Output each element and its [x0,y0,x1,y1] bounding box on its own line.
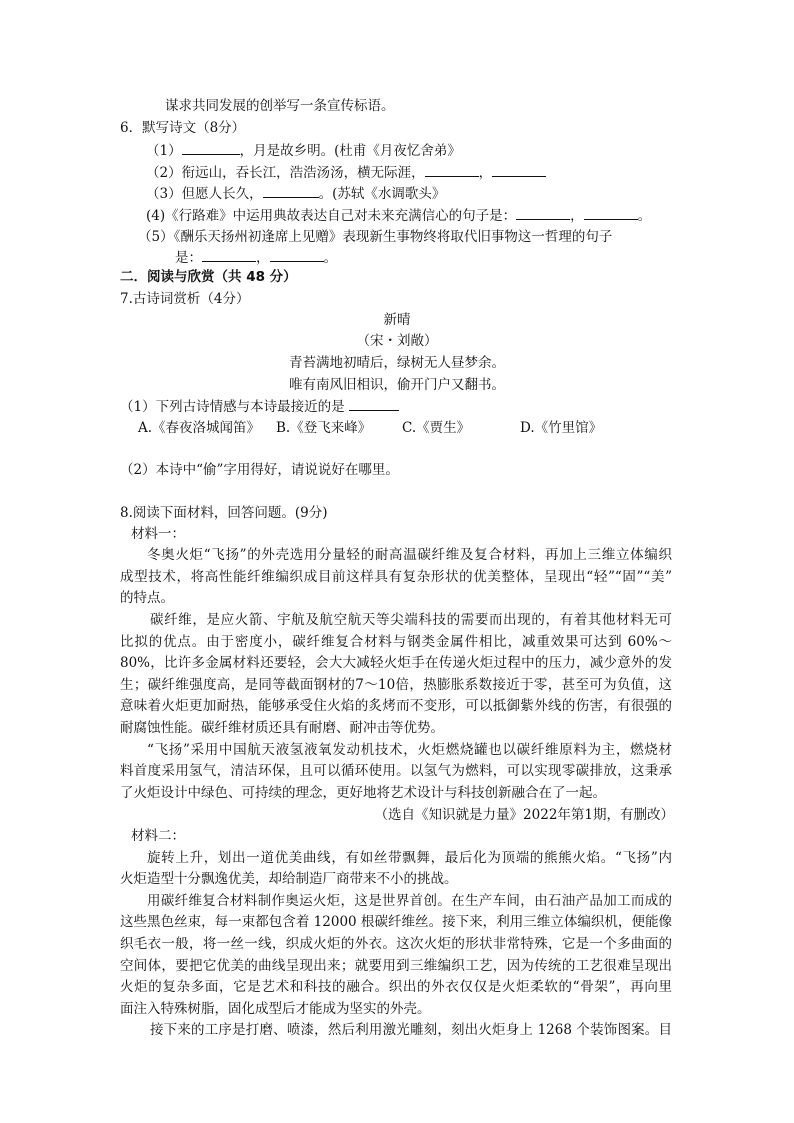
paragraph-line: 意味着火炬更加耐热，能够承受住火焰的炙烤而不变形，可以抵御紫外线的伤害，有很强的 [120,698,672,714]
paragraph-line: “飞扬”采用中国航天液氢液氧发动机技术，火炬燃烧罐也以碳纤维原料为主，燃烧材 [147,742,672,758]
q7-option-c[interactable]: C.《贾生》 [402,420,471,436]
paragraph-line: 80%，比许多金属材料还要轻，会大大减轻火炬手在传递火炬过程中的压力，减少意外的发 [120,655,672,671]
answer-blank[interactable] [492,162,546,177]
answer-blank[interactable] [349,396,399,411]
q6-item-1: （1） ，月是故乡明。(杜甫《月夜忆舍弟》 [146,140,461,161]
q6-item-4: (4)《行路难》中运用典故表达自己对未来充满信心的句子是： ， 。 [146,205,651,226]
paragraph-line: 织毛衣一般，将一丝一线，织成火炬的外衣。这次火炬的形状非常特殊，它是一个多曲面的 [120,936,672,952]
paragraph-line: 料首度采用氢气，清洁环保，且可以循环使用。以氢气为燃料，可以实现零碳排放，这秉承 [120,763,672,779]
paragraph-line: 火炬的复杂多面，它是艺术和科技的融合。织出的外衣仅仅是火炬柔软的“骨架”，再向里 [120,979,672,995]
q7-option-b[interactable]: B.《登飞来峰》 [276,420,372,436]
material-2-label: 材料二： [131,828,185,844]
answer-blank[interactable] [425,162,479,177]
q8-title: 8.阅读下面材料，回答问题。(9分) [120,505,328,521]
q6-title: 6．默写诗文（8分） [120,120,246,136]
paragraph-line: 了火炬设计中绿色、可持续的理念，更好地将艺术设计与科技创新融合在了一起。 [120,785,606,801]
q7-title: 7.古诗词赏析（4分） [120,291,250,307]
q7-option-d[interactable]: D.《竹里馆》 [520,420,603,436]
paragraph-line: 旋转上升，划出一道优美曲线，有如丝带飘舞，最后化为顶端的熊熊火焰。“飞扬”内 [147,850,672,866]
answer-blank[interactable] [584,205,638,220]
q6-item-3: （3）但愿人长久， 。(苏轼《水调歌头》 [146,183,445,204]
q6-item-5: （5）《酬乐天扬州初逢席上见赠》表现新生事物终将取代旧事物这一哲理的句子 [138,229,613,245]
paragraph-line: 成型技术，将高性能纤维编织成目前这样具有复杂形状的优美整体，呈现出“轻”“固”“美” [120,569,672,585]
material-1-label: 材料一： [131,526,185,542]
paragraph-line: 比拟的优点。由于密度小，碳纤维复合材料与钢类金属件相比，减重效果可达到 60%～ [120,634,672,650]
paragraph-line: 用碳纤维复合材料制作奥运火炬，这是世界首创。在生产车间，由石油产品加工而成的 [147,893,672,909]
paragraph-line: 耐腐蚀性能。碳纤维材质还具有耐磨、耐冲击等优势。 [120,720,444,736]
paragraph-line: 火炬造型十分飘逸优美，却给制造厂商带来不小的挑战。 [120,871,458,887]
answer-blank[interactable] [270,247,324,262]
answer-blank[interactable] [263,183,319,198]
poem-author: （宋・刘敞） [356,333,438,349]
paragraph-line: 接下来的工序是打磨、喷漆，然后利用激光雕刻，刻出火炬身上 1268 个装饰图案。目 [150,1022,672,1038]
answer-blank[interactable] [182,140,240,155]
poem-line: 唯有南风旧相识，偷开门户又翻书。 [289,377,505,393]
paragraph-line: 面注入特殊树脂，固化成型后才能成为坚实的外壳。 [120,1001,431,1017]
paragraph-line: 冬奥火炬“飞扬”的外壳选用分量轻的耐高温碳纤维及复合材料，再加上三维立体编织 [147,547,672,563]
q6-item-5-answer: 是： ， 。 [175,247,337,268]
answer-blank[interactable] [202,247,256,262]
paragraph-line: 这些黑色丝束，每一束都包含着 12000 根碳纤维丝。接下来，利用三维立体编织机，便能像 [120,914,672,930]
q6-item-2: （2）衔远山，吞长江，浩浩汤汤，横无际涯， ， [146,162,546,183]
q7-sub1: （1）下列古诗情感与本诗最接近的是 [120,396,399,417]
q5-tail-line: 谋求共同发展的创举写一条宣传标语。 [165,98,395,114]
poem-line: 青苔满地初晴后，绿树无人昼梦余。 [289,355,505,371]
answer-blank[interactable] [516,205,570,220]
material-1-source: （选自《知识就是力量》2022年第1期，有删改） [374,807,674,823]
paragraph-line: 空间体，要把它优美的曲线呈现出来；就要用到三维编织工艺，因为传统的工艺很难呈现出 [120,958,672,974]
q7-option-a[interactable]: A.《春夜洛城闻笛》 [138,420,261,436]
section-heading: 二．阅读与欣赏（共 48 分） [120,269,297,285]
q7-sub2: （2）本诗中“偷”字用得好，请说说好在哪里。 [120,462,399,478]
paragraph-line: 碳纤维，是应火箭、宇航及航空航天等尖端科技的需要而出现的，有着其他材料无可 [150,612,672,628]
paragraph-line: 生；碳纤维强度高，是同等截面钢材的7～10倍，热膨胀系数接近于零，甚至可为负值，这 [120,677,672,693]
poem-title: 新晴 [383,312,411,328]
paragraph-line: 的特点。 [120,590,174,606]
